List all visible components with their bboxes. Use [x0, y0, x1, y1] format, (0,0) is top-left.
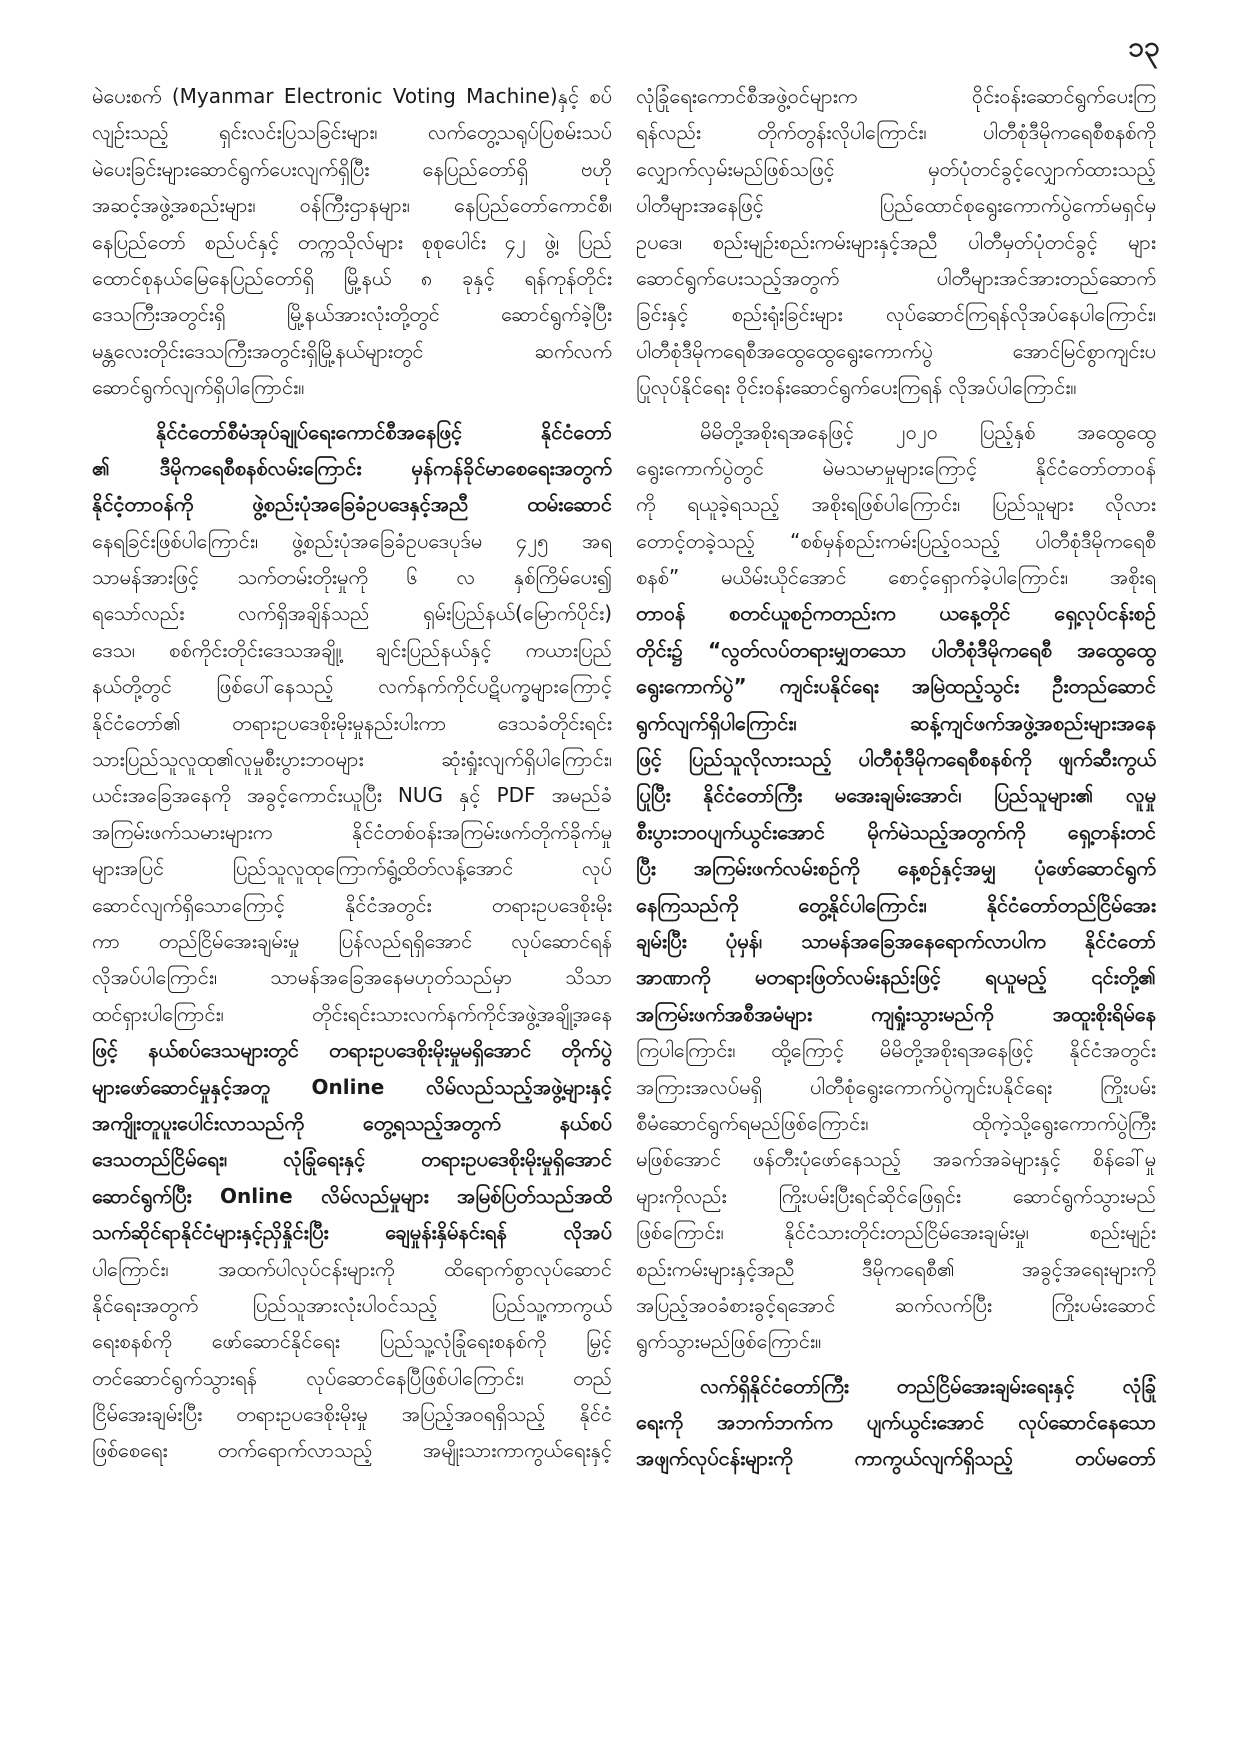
- text-line: နိုင်ငံတော်၏ တရားဥပဒေစိုးမိုးမှုနည်းပါးကာ ဒေသခံတိုင်းရင်း: [92, 710, 612, 735]
- text-line: ဆောင်ရွက်ပေးသည့်အတွက် ပါတီများအင်အားတည်ဆောက်: [636, 265, 1156, 290]
- text-line: ရန်လည်း တိုက်တွန်းလိုပါကြောင်း၊ ပါတီစုံဒီမိုကရေစီစနစ်ကို: [636, 120, 1156, 145]
- text-line: ပါတီစုံဒီမိုကရေစီအထွေထွေရွေးကောက်ပွဲ အောင်မြင်စွာကျင်းပ: [636, 338, 1156, 363]
- text-line: များဖော်ဆောင်မှုနှင့်အတူ Online လိမ်လည်သည့်အဖွဲ့များနှင့်: [92, 1074, 612, 1099]
- text-line: မဲပေးစက် (Myanmar Electronic Voting Machine)နှင့် စပ်: [92, 84, 612, 108]
- text-line: ကို ရယူခဲ့ရသည့် အစိုးရဖြစ်ပါကြောင်း၊ ပြည်သူများ လိုလား: [636, 492, 1156, 517]
- text-line: သာမန်အားဖြင့် သက်တမ်းတိုးမှုကို ၆ လ နှစ်ကြိမ်ပေး၍: [92, 565, 612, 590]
- text-line: စီးပွားဘဝပျက်ယွင်းအောင် မိုက်မဲသည့်အတွက်ကို ရှေ့တန်းတင်: [636, 819, 1156, 844]
- text-line: လိုအပ်ပါကြောင်း၊ သာမန်အခြေအနေမဟုတ်သည်မှာ သိသာ: [92, 965, 612, 990]
- text-line: တင်ဆောင်ရွက်သွားရန် လုပ်ဆောင်နေပြီဖြစ်ပါကြောင်း၊ တည်: [92, 1365, 612, 1390]
- text-line: ကာ တည်ငြိမ်အေးချမ်းမှု ပြန်လည်ရရှိအောင် လုပ်ဆောင်ရန်: [92, 928, 612, 953]
- text-line: စနစ်” မယိမ်းယိုင်အောင် စောင့်ရှောက်ခဲ့ပါကြောင်း၊ အစိုးရ: [636, 565, 1156, 590]
- text-line: ဒေသကြီးအတွင်းရှိ မြို့နယ်အားလုံးတို့တွင် ဆောင်ရွက်ခဲ့ပြီး: [92, 302, 612, 327]
- text-line: ပြီး အကြမ်းဖက်လမ်းစဉ်ကို နေ့စဉ်နှင့်အမျှ ပုံဖော်ဆောင်ရွက်: [636, 856, 1156, 881]
- text-line: နယ်တို့တွင် ဖြစ်ပေါ်နေသည့် လက်နက်ကိုင်ပဋိပက္ခများကြောင့်: [92, 674, 612, 699]
- text-line: ရေးကို အဘက်ဘက်က ပျက်ယွင်းအောင် လုပ်ဆောင်နေသော: [636, 1410, 1156, 1435]
- text-line: နေရခြင်းဖြစ်ပါကြောင်း၊ ဖွဲ့စည်းပုံအခြေခံဥပဒေပုဒ်မ ၄၂၅ အရ: [92, 528, 612, 553]
- text-line: ရေးစနစ်ကို ဖော်ဆောင်နိုင်ရေး ပြည်သူ့လုံခြုံရေးစနစ်ကို မြှင့်: [92, 1329, 612, 1354]
- text-line: ပြုလုပ်နိုင်ရေး ဝိုင်းဝန်းဆောင်ရွက်ပေးကြရန် လိုအပ်ပါကြောင်း။: [636, 375, 1077, 400]
- text-line: တောင့်တခဲ့သည့် “စစ်မှန်စည်းကမ်းပြည့်ဝသည့် ပါတီစုံဒီမိုကရေစီ: [636, 528, 1156, 553]
- text-line: ထောင်စုနယ်မြေနေပြည်တော်ရှိ မြို့နယ် ၈ ခုနှင့် ရန်ကုန်တိုင်း: [92, 265, 612, 290]
- text-line: မန္တလေးတိုင်းဒေသကြီးအတွင်းရှိမြို့နယ်များတွင် ဆက်လက်: [92, 338, 612, 363]
- text-line: နေကြသည်ကို တွေ့နိုင်ပါကြောင်း၊ နိုင်ငံတော်တည်ငြိမ်အေး: [636, 892, 1156, 917]
- text-line: အကျိုးတူပူးပေါင်းလာသည်ကို တွေ့ရသည့်အတွက် နယ်စပ်: [92, 1110, 612, 1135]
- text-line: တိုင်း၌ “လွတ်လပ်တရားမျှတသော ပါတီစုံဒီမိုကရေစီ အထွေထွေ: [636, 637, 1156, 662]
- text-line: ငြိမ်အေးချမ်းပြီး တရားဥပဒေစိုးမိုးမှု အပြည့်အဝရရှိသည့် နိုင်ငံ: [92, 1402, 612, 1427]
- text-line: ကြပါကြောင်း၊ ထို့ကြောင့် မိမိတို့အစိုးရအနေဖြင့် နိုင်ငံအတွင်း: [636, 1038, 1156, 1063]
- text-line: ရွက်လျက်ရှိပါကြောင်း၊ ဆန့်ကျင်ဖက်အဖွဲ့အစည်းများအနေ: [636, 710, 1156, 735]
- text-line: အကြားအလပ်မရှိ ပါတီစုံရွေးကောက်ပွဲကျင်းပနိုင်ရေး ကြိုးပမ်း: [636, 1074, 1156, 1099]
- text-line: အဆင့်အဖွဲ့အစည်းများ၊ ဝန်ကြီးဌာနများ၊ နေပြည်တော်ကောင်စီ၊: [92, 193, 612, 218]
- text-line: ဆောင်ရွက်လျက်ရှိပါကြောင်း။: [92, 375, 305, 400]
- text-line: တာဝန် စတင်ယူစဉ်ကတည်းက ယနေ့တိုင် ရှေ့လုပ်ငန်းစဉ်: [636, 601, 1156, 626]
- text-line: သားပြည်သူလူထု၏လူမှုစီးပွားဘဝများ ဆုံးရှုံးလျက်ရှိပါကြောင်း၊: [92, 747, 612, 772]
- text-line: ရွေးကောက်ပွဲတွင် မဲမသမာမှုများကြောင့် နိုင်ငံတော်တာဝန်: [636, 455, 1156, 480]
- left-column: [92, 78, 612, 1469]
- text-line: ၏ ဒီမိုကရေစီစနစ်လမ်းကြောင်း မှန်ကန်ခိုင်မာစေရေးအတွက်: [92, 455, 612, 480]
- text-line: ယင်းအခြေအနေကို အခွင့်ကောင်းယူပြီး NUG နှင့် PDF အမည်ခံ: [92, 783, 612, 808]
- text-line: ပါကြောင်း၊ အထက်ပါလုပ်ငန်းများကို ထိရောက်စွာလုပ်ဆောင်: [92, 1256, 612, 1281]
- text-line: အကြမ်းဖက်အစီအမံများ ကျရှုံးသွားမည်ကို အထူးစိုးရိမ်နေ: [636, 1001, 1156, 1026]
- text-line: ထင်ရှားပါကြောင်း၊ တိုင်းရင်းသားလက်နက်ကိုင်အဖွဲ့အချို့အနေ: [92, 1001, 612, 1026]
- text-line: အပြည့်အဝခံစားခွင့်ရအောင် ဆက်လက်ပြီး ကြိုးပမ်းဆောင်: [636, 1292, 1156, 1317]
- text-line: ဆောင်လျက်ရှိသောကြောင့် နိုင်ငံအတွင်း တရားဥပဒေစိုးမိုး: [92, 892, 612, 917]
- text-line: ဖြစ်စေရေး တက်ရောက်လာသည့် အမျိုးသားကာကွယ်ရေးနှင့်: [92, 1438, 612, 1463]
- text-line: များအပြင် ပြည်သူလူထုကြောက်ရွံ့ထိတ်လန့်အောင် လုပ်: [92, 856, 612, 881]
- text-line: စီမံဆောင်ရွက်ရမည်ဖြစ်ကြောင်း၊ ထိုကဲ့သို့ရွေးကောက်ပွဲကြီး: [636, 1110, 1156, 1135]
- text-line: ဖြင့် ပြည်သူလိုလားသည့် ပါတီစုံဒီမိုကရေစီစနစ်ကို ဖျက်ဆီးကွယ်: [636, 747, 1156, 772]
- text-line: မဲပေးခြင်းများဆောင်ရွက်ပေးလျက်ရှိပြီး နေပြည်တော်ရှိ ဗဟို: [92, 156, 612, 181]
- text-line: သက်ဆိုင်ရာနိုင်ငံများနှင့်ညှိနှိုင်းပြီး ချေမှုန်းနှိမ်နင်းရန် လိုအပ်: [92, 1220, 612, 1245]
- text-line: မဖြစ်အောင် ဖန်တီးပုံဖော်နေသည့် အခက်အခဲများနှင့် စိန်ခေါ်မှု: [636, 1147, 1156, 1172]
- text-line: စည်းကမ်းများနှင့်အညီ ဒီမိုကရေစီ၏ အခွင့်အရေးများကို: [636, 1256, 1156, 1281]
- text-line: ဖြစ်ကြောင်း၊ နိုင်ငံသားတိုင်းတည်ငြိမ်အေးချမ်းမှု၊ စည်းမျဉ်း: [636, 1220, 1156, 1245]
- text-line: ဥပဒေ၊ စည်းမျဉ်းစည်းကမ်းများနှင့်အညီ ပါတီမှတ်ပုံတင်ခွင့် များ: [636, 229, 1156, 254]
- text-line: ပါတီများအနေဖြင့် ပြည်ထောင်စုရွေးကောက်ပွဲကော်မရှင်မှ: [636, 193, 1156, 218]
- text-line: နိုင်ငံတော်စီမံအုပ်ချုပ်ရေးကောင်စီအနေဖြင့် နိုင်ငံတော်: [156, 419, 612, 444]
- text-line: ချမ်းပြီး ပုံမှန်၊ သာမန်အခြေအနေရောက်လာပါက နိုင်ငံတော်: [636, 928, 1156, 953]
- text-line: ဒေသတည်ငြိမ်ရေး၊ လုံခြုံရေးနှင့် တရားဥပဒေစိုးမိုးမှုရှိအောင်: [92, 1147, 612, 1172]
- text-line: အကြမ်းဖက်သမားများက နိုင်ငံတစ်ဝန်းအကြမ်းဖက်တိုက်ခိုက်မှု: [92, 819, 612, 844]
- text-line: ပြုပြီး နိုင်ငံတော်ကြီး မအေးချမ်းအောင်၊ ပြည်သူများ၏ လူမှု: [636, 783, 1156, 808]
- text-line: နိုင်ရေးအတွက် ပြည်သူအားလုံးပါဝင်သည့် ပြည်သူ့ကာကွယ်: [92, 1292, 612, 1317]
- text-line: များကိုလည်း ကြိုးပမ်းပြီးရင်ဆိုင်ဖြေရှင်း ဆောင်ရွက်သွားမည်: [636, 1183, 1156, 1208]
- text-line: နိုင်ငံ့တာဝန်ကို ဖွဲ့စည်းပုံအခြေခံဥပဒေနှင့်အညီ ထမ်းဆောင်: [92, 492, 612, 517]
- text-line: ဒေသ၊ စစ်ကိုင်းတိုင်းဒေသအချို့၊ ချင်းပြည်နယ်နှင့် ကယားပြည်: [92, 637, 612, 662]
- text-line: ခြင်းနှင့် စည်းရုံးခြင်းများ လုပ်ဆောင်ကြရန်လိုအပ်နေပါကြောင်း၊: [636, 302, 1156, 327]
- page-number: ၁၃: [1128, 30, 1160, 63]
- text-line: နေပြည်တော် စည်ပင်နှင့် တက္ကသိုလ်များ စုစုပေါင်း ၄၂ ဖွဲ့၊ ပြည်: [92, 229, 612, 254]
- text-line: ရွက်သွားမည်ဖြစ်ကြောင်း။: [636, 1329, 822, 1354]
- text-line: ရွေးကောက်ပွဲ” ကျင်းပနိုင်ရေး အမြဲထည့်သွင်း ဦးတည်ဆောင်: [636, 674, 1156, 699]
- text-line: လျဉ်းသည့် ရှင်းလင်းပြသခြင်းများ၊ လက်တွေ့သရုပ်ပြစမ်းသပ်: [92, 120, 612, 145]
- text-line: လုံခြုံရေးကောင်စီအဖွဲ့ဝင်များက ဝိုင်းဝန်းဆောင်ရွက်ပေးကြ: [636, 84, 1156, 108]
- right-column: [636, 78, 1156, 1477]
- text-line: အာဏာကို မတရားဖြတ်လမ်းနည်းဖြင့် ရယူမည့် ၎င်းတို့၏: [636, 965, 1156, 990]
- text-line: အဖျက်လုပ်ငန်းများကို ကာကွယ်လျက်ရှိသည့် တပ်မတော်: [636, 1446, 1156, 1471]
- text-line: ဆောင်ရွက်ပြီး Online လိမ်လည်မှုများ အမြစ်ပြတ်သည်အထိ: [92, 1183, 612, 1208]
- text-line: ရသော်လည်း လက်ရှိအချိန်သည် ရှမ်းပြည်နယ်(မြောက်ပိုင်း): [92, 601, 612, 626]
- text-line: မိမိတို့အစိုးရအနေဖြင့် ၂၀၂၀ ပြည့်နှစ် အထွေထွေ: [700, 419, 1156, 444]
- text-line: ဖြင့် နယ်စပ်ဒေသများတွင် တရားဥပဒေစိုးမိုးမှုမရှိအောင် တိုက်ပွဲ: [92, 1038, 612, 1063]
- text-line: လက်ရှိနိုင်ငံတော်ကြီး တည်ငြိမ်အေးချမ်းရေးနှင့် လုံခြုံ: [700, 1373, 1156, 1398]
- text-line: လျှောက်လှမ်းမည်ဖြစ်သဖြင့် မှတ်ပုံတင်ခွင့်လျှောက်ထားသည့်: [636, 156, 1156, 181]
